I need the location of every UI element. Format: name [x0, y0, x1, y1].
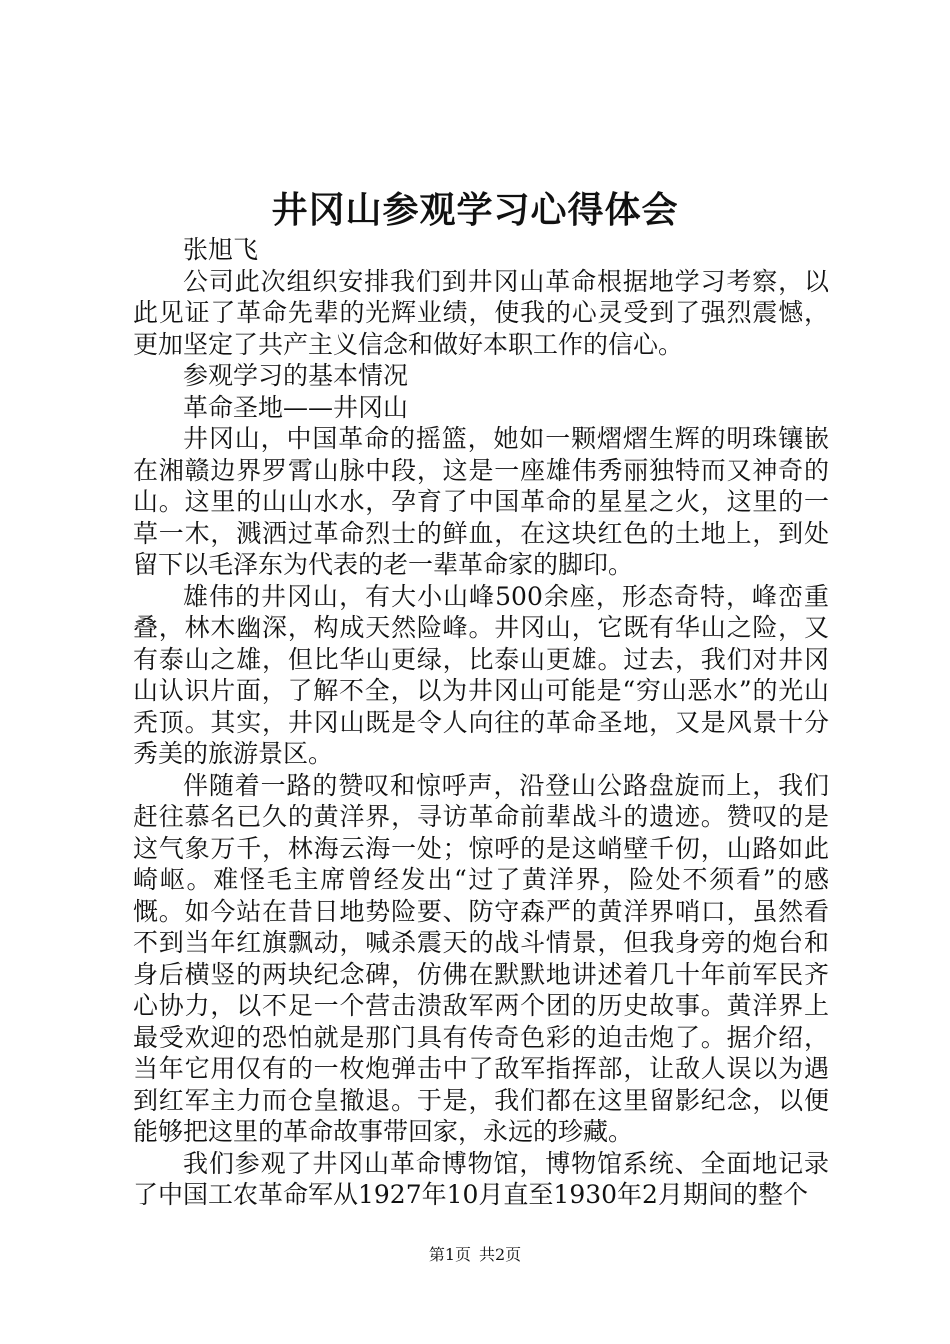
author-line: 张旭飞	[183, 235, 259, 264]
page-number: 第1页	[428, 1245, 471, 1264]
page-footer	[0, 1244, 950, 1266]
section-heading: 参观学习的基本情况	[183, 361, 409, 390]
paragraph-jinggangshan: 井冈山，中国革命的摇篮，她如一颗熠熠生辉的明珠镶嵌在湘赣边界罗霄山脉中段，这是一座雄伟秀丽独特而又神奇的山。这里的山山水水，孕育了中国革命的星星之火，这里的一草一木，溅洒过革命烈士的鲜血，在这块红色的土地上，到处留下以毛泽东为代表的老一辈革命家的脚印。	[133, 424, 829, 579]
paragraph-huangyangjie: 伴随着一路的赞叹和惊呼声，沿登山公路盘旋而上，我们赶往慕名已久的黄洋界，寻访革命前辈战斗的遗迹。赞叹的是这气象万千，林海云海一处；惊呼的是这峭壁千仞，山路如此崎岖。难怪毛主席曾经发出“过了黄洋界，险处不须看”的感慨。如今站在昔日地势险要、防守森严的黄洋界哨口，虽然看不到当年红旗飘动，喊杀震天的战斗情景，但我身旁的炮台和身后横竖的两块纪念碑，仿佛在默默地讲述着几十年前军民齐心协力，以不足一个营击溃敌军两个团的历史故事。黄洋界上最受欢迎的恐怕就是那门具有传奇色彩的迫击炮了。据介绍，当年它用仅有的一枚炮弹击中了敌军指挥部，让敌人误以为遇到红军主力而仓皇撤退。于是，我们都在这里留影纪念，以便能够把这里的革命故事带回家，永远的珍藏。	[133, 770, 829, 1146]
paragraph-intro: 公司此次组织安排我们到井冈山革命根据地学习考察，以此见证了革命先辈的光辉业绩，使我的心灵受到了强烈震憾，更加坚定了共产主义信念和做好本职工作的信心。	[133, 266, 829, 359]
document-body	[133, 234, 829, 1211]
subsection-heading: 革命圣地——井冈山	[183, 392, 409, 422]
document-title: 井冈山参观学习心得体会	[271, 189, 679, 231]
page-total: 共2页	[479, 1245, 522, 1264]
paragraph-museum: 我们参观了井冈山革命博物馆，博物馆系统、全面地记录了中国工农革命军从1927年10月直至1930年2月期间的整个	[133, 1148, 829, 1209]
paragraph-mountains: 雄伟的井冈山，有大小山峰500余座，形态奇特，峰峦重叠，林木幽深，构成天然险峰。井冈山，它既有华山之险，又有泰山之雄，但比华山更绿，比泰山更雄。过去，我们对井冈山认识片面，了解不全，以为井冈山可能是“穷山恶水”的光山秃顶。其实，井冈山既是令人向往的革命圣地，又是风景十分秀美的旅游景区。	[133, 581, 829, 768]
